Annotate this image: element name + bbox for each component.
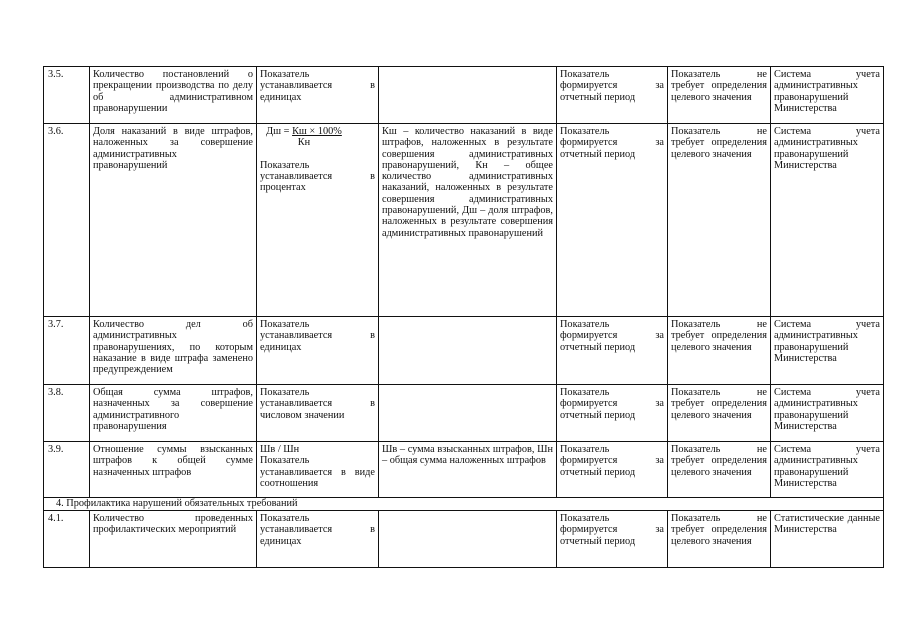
target-value: Показатель не требует определения целевого значения xyxy=(668,511,771,568)
indicator-name: Количество постановлений о прекращении производства по делу об административном правонарушении xyxy=(90,67,257,124)
variables-description: Кш – количество наказаний в виде штрафов, наложенных в результате совершения административных правонарушений, Кн – общее количество административных наказаний, наложенных в результате совершения административных правонарушений, Дш – доля штрафов, наложенных в результате совершения административных правонарушений xyxy=(379,124,557,317)
indicators-table xyxy=(43,66,884,568)
calculation-method: Показатель устанавливается в единицах xyxy=(257,511,379,568)
reporting-period: Показатель формируется за отчетный период xyxy=(557,442,668,498)
formula-numerator: Кш × 100% xyxy=(292,126,342,137)
section-header-row xyxy=(44,498,884,511)
formula-denominator: Кн xyxy=(297,137,311,149)
method-text: Показатель устанавливается в процентах xyxy=(260,159,375,194)
reporting-period: Показатель формируется за отчетный период xyxy=(557,511,668,568)
method-text: Показатель устанавливается в виде соотношения xyxy=(260,455,375,489)
table-row xyxy=(44,67,884,124)
data-source: Система учета административных правонарушений Министерства xyxy=(771,385,884,442)
calculation-method: Показатель устанавливается в числовом значении xyxy=(257,385,379,442)
target-value: Показатель не требует определения целевого значения xyxy=(668,385,771,442)
reporting-period: Показатель формируется за отчетный период xyxy=(557,317,668,385)
formula-lhs: Дш = xyxy=(266,126,293,137)
indicator-name: Доля наказаний в виде штрафов, наложенных за совершение административных правонарушений xyxy=(90,124,257,317)
indicator-name: Отношение суммы взысканных штрафов к общей сумме назначенных штрафов xyxy=(90,442,257,498)
indicator-name: Общая сумма штрафов, назначенных за совершение административного правонарушения xyxy=(90,385,257,442)
row-number: 3.8. xyxy=(44,385,90,442)
reporting-period: Показатель формируется за отчетный период xyxy=(557,67,668,124)
indicator-name: Количество проведенных профилактических мероприятий xyxy=(90,511,257,568)
calculation-method: Показатель устанавливается в единицах xyxy=(257,317,379,385)
data-source: Система учета административных правонарушений Министерства xyxy=(771,442,884,498)
calculation-method xyxy=(257,442,379,498)
table-row xyxy=(44,317,884,385)
target-value: Показатель не требует определения целевого значения xyxy=(668,124,771,317)
indicator-name: Количество дел об административных правонарушениях, по которым наказание в виде штрафа заменено предупреждением xyxy=(90,317,257,385)
row-number: 3.7. xyxy=(44,317,90,385)
row-number: 3.5. xyxy=(44,67,90,124)
data-source: Система учета административных правонарушений Министерства xyxy=(771,317,884,385)
reporting-period: Показатель формируется за отчетный период xyxy=(557,385,668,442)
variables-description xyxy=(379,385,557,442)
target-value: Показатель не требует определения целевого значения xyxy=(668,442,771,498)
calculation-method xyxy=(257,124,379,317)
target-value: Показатель не требует определения целевого значения xyxy=(668,67,771,124)
row-number: 4.1. xyxy=(44,511,90,568)
row-number: 3.6. xyxy=(44,124,90,317)
section-title: 4. Профилактика нарушений обязательных требований xyxy=(44,498,884,511)
data-source: Система учета административных правонарушений Министерства xyxy=(771,67,884,124)
calculation-method: Показатель устанавливается в единицах xyxy=(257,67,379,124)
formula: Шв / Шн xyxy=(260,444,300,455)
row-number: 3.9. xyxy=(44,442,90,498)
data-source: Статистические данные Министерства xyxy=(771,511,884,568)
variables-description xyxy=(379,317,557,385)
target-value: Показатель не требует определения целевого значения xyxy=(668,317,771,385)
variables-description xyxy=(379,511,557,568)
formula xyxy=(260,126,348,137)
variables-description: Шв – сумма взысканных штрафов, Шн – общая сумма наложенных штрафов xyxy=(379,442,557,498)
variables-description xyxy=(379,67,557,124)
table-row xyxy=(44,442,884,498)
table-row xyxy=(44,511,884,568)
table-row xyxy=(44,385,884,442)
table-row xyxy=(44,124,884,317)
data-source: Система учета административных правонарушений Министерства xyxy=(771,124,884,317)
reporting-period: Показатель формируется за отчетный период xyxy=(557,124,668,317)
